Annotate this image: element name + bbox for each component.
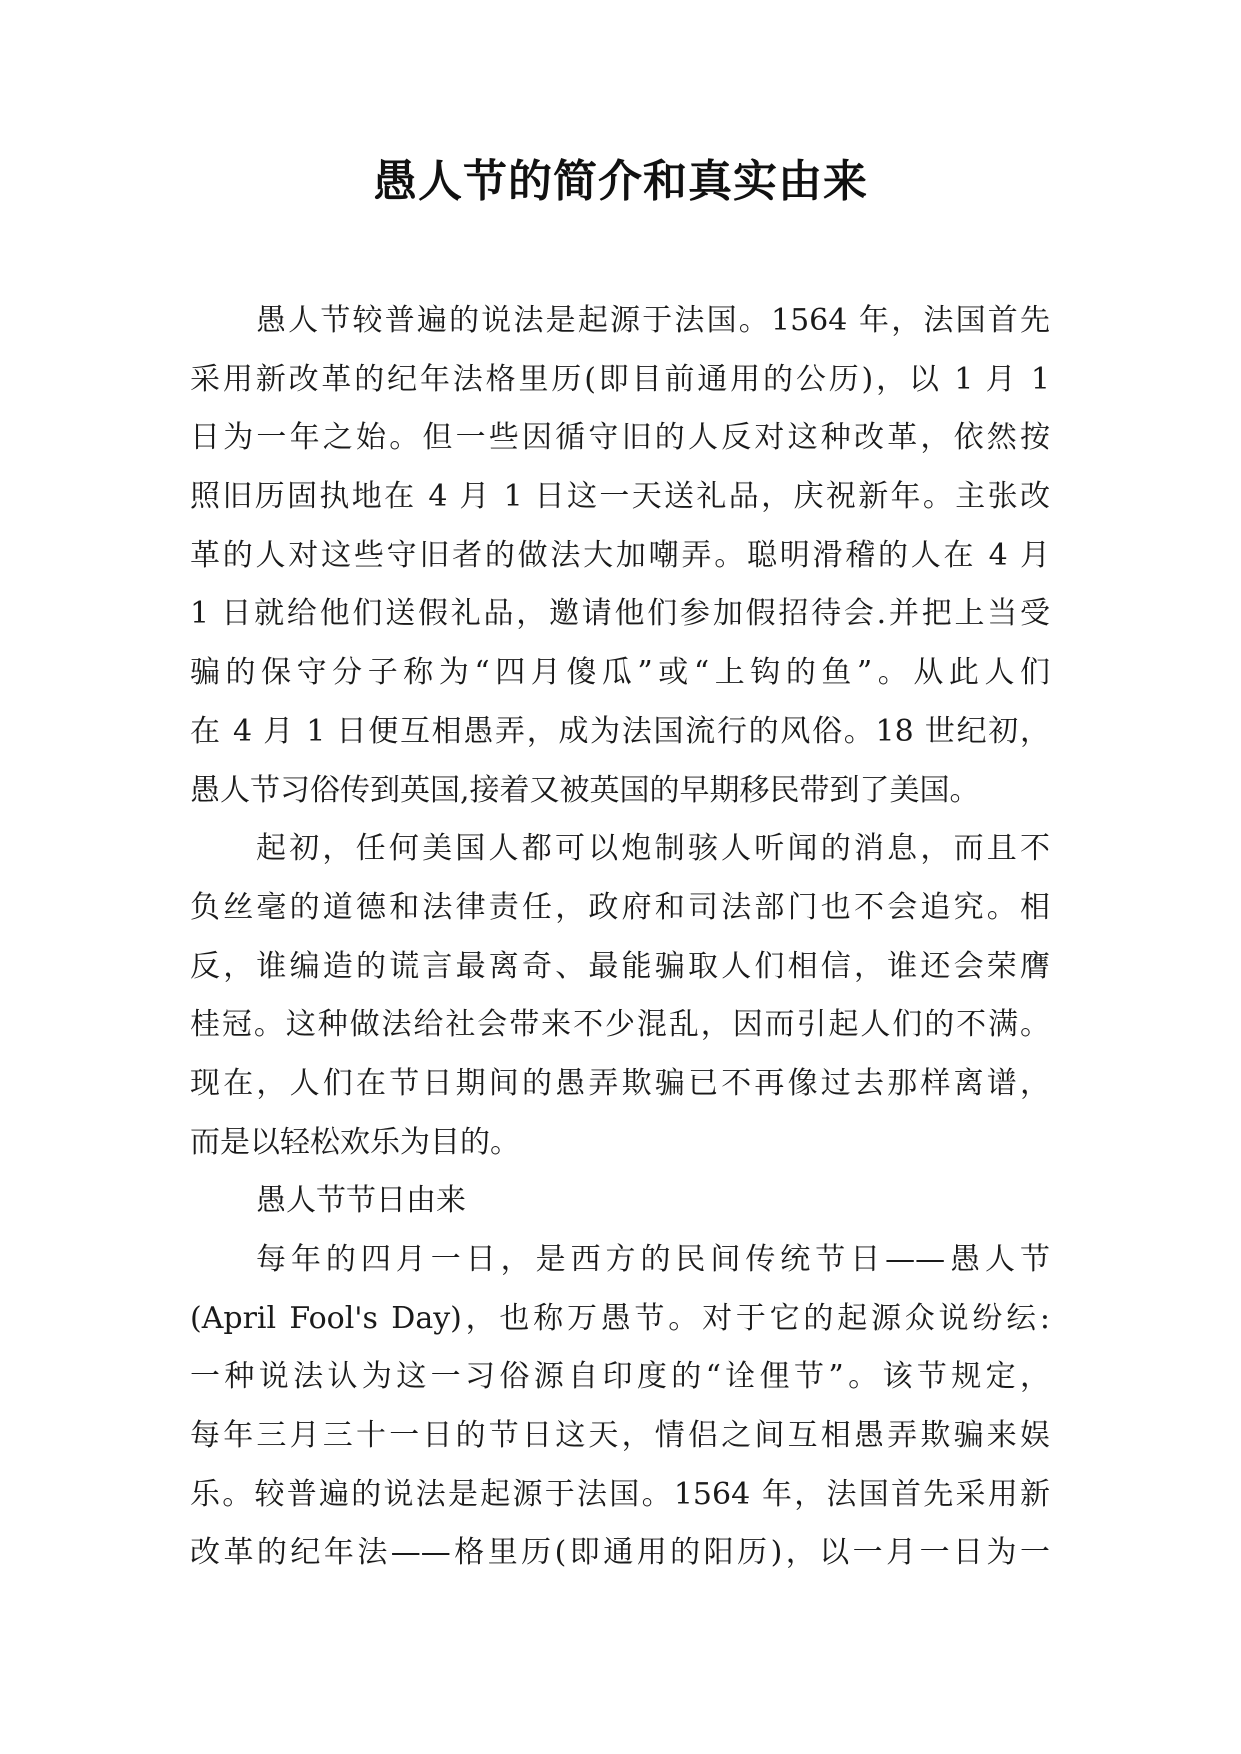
paragraph-line: 起初，任何美国人都可以炮制骇人听闻的消息，而且不 [256, 831, 1050, 867]
paragraph-line: 骗的保守分子称为“四月傻瓜”或“上钩的鱼”。从此人们 [190, 655, 1050, 691]
paragraph-line: 愚人节较普遍的说法是起源于法国。1564 年，法国首先 [256, 303, 1050, 338]
paragraph-line: 桂冠。这种做法给社会带来不少混乱，因而引起人们的不满。 [190, 1007, 1050, 1043]
paragraph-line: 反，谁编造的谎言最离奇、最能骗取人们相信，谁还会荣膺 [190, 948, 1050, 984]
paragraph-line: 在 4 月 1 日便互相愚弄，成为法国流行的风俗。18 世纪初， [190, 713, 1050, 749]
paragraph-line: 照旧历固执地在 4 月 1 日这一天送礼品，庆祝新年。主张改 [190, 479, 1050, 515]
paragraph-line: 而是以轻松欢乐为目的。 [190, 1124, 520, 1160]
paragraph-line: 乐。较普遍的说法是起源于法国。1564 年，法国首先采用新 [190, 1476, 1050, 1512]
document-title: 愚人节的简介和真实由来 [373, 156, 868, 207]
paragraph-line: 负丝毫的道德和法律责任，政府和司法部门也不会追究。相 [190, 889, 1050, 925]
paragraph-line: 现在，人们在节日期间的愚弄欺骗已不再像过去那样离谱， [190, 1065, 1050, 1101]
paragraph-line: (April Fool's Day)，也称万愚节。对于它的起源众说纷纭: [190, 1300, 1050, 1336]
paragraph-line: 每年的四月一日，是西方的民间传统节日——愚人节 [256, 1242, 1050, 1277]
paragraph-line: 革的人对这些守旧者的做法大加嘲弄。聪明滑稽的人在 4 月 [190, 537, 1050, 573]
paragraph-line: 采用新改革的纪年法格里历(即目前通用的公历)，以 1 月 1 [190, 361, 1050, 397]
paragraph-line: 愚人节习俗传到英国,接着又被英国的早期移民带到了美国。 [190, 772, 980, 808]
paragraph-line: 每年三月三十一日的节日这天，情侣之间互相愚弄欺骗来娱 [190, 1418, 1050, 1454]
paragraph-line: 1 日就给他们送假礼品，邀请他们参加假招待会.并把上当受 [190, 596, 1050, 632]
section-heading: 愚人节节日由来 [256, 1183, 466, 1219]
paragraph-line: 改革的纪年法——格里历(即通用的阳历)，以一月一日为一 [190, 1535, 1050, 1571]
document-body [190, 292, 1050, 1583]
paragraph-line: 一种说法认为这一习俗源自印度的“诠俚节”。该节规定， [190, 1359, 1050, 1395]
paragraph-line: 日为一年之始。但一些因循守旧的人反对这种改革，依然按 [190, 420, 1050, 456]
